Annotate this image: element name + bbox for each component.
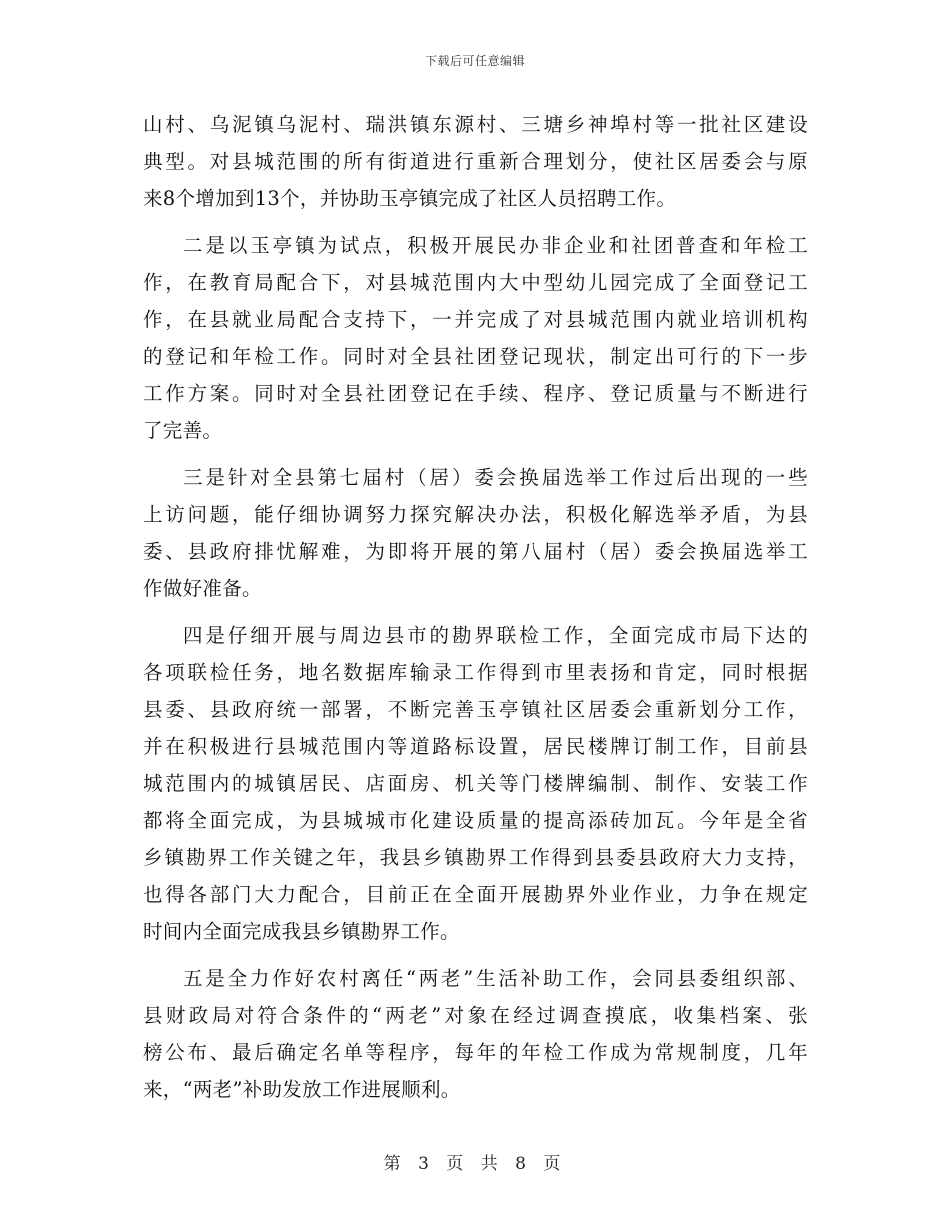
text-line: 工作方案。同时对全县社团登记在手续、程序、登记质量与不断进行 — [143, 382, 808, 405]
text-line: 作做好准备。 — [143, 577, 262, 600]
text-line: 都将全面完成，为县城城市化建设质量的提高添砖加瓦。今年是全省 — [143, 809, 808, 832]
text-line: 山村、乌泥镇乌泥村、瑞洪镇东源村、三塘乡神埠村等一批社区建设 — [143, 113, 808, 136]
text-line: 上访问题，能仔细协调努力探究解决办法，积极化解选举矛盾，为县 — [143, 503, 808, 526]
paragraph-1 — [143, 106, 808, 217]
text-line: 县委、县政府统一部署，不断完善玉亭镇社区居委会重新划分工作， — [143, 698, 808, 721]
text-line: 作，在教育局配合下，对县城范围内大中型幼儿园完成了全面登记工 — [143, 271, 808, 294]
paragraph-2 — [143, 227, 808, 449]
text-line: 的登记和年检工作。同时对全县社团登记现状，制定出可行的下一步 — [143, 345, 808, 368]
text-line: 来8个增加到13个，并协助玉亭镇完成了社区人员招聘工作。 — [143, 187, 677, 210]
text-line: 并在积极进行县城范围内等道路标设置，居民楼牌订制工作，目前县 — [143, 735, 808, 758]
paragraph-5 — [143, 960, 808, 1108]
paragraph-3 — [143, 459, 808, 607]
text-line: 典型。对县城范围的所有街道进行重新合理划分，使社区居委会与原 — [143, 150, 808, 173]
text-line: 也得各部门大力配合，目前正在全面开展勘界外业作业，力争在规定 — [143, 883, 808, 906]
text-line: 时间内全面完成我县乡镇勘界工作。 — [143, 920, 460, 943]
text-line: 县财政局对符合条件的“两老”对象在经过调查摸底，收集档案、张 — [143, 1004, 808, 1027]
text-line: 各项联检任务，地名数据库输录工作得到市里表扬和肯定，同时根据 — [143, 661, 808, 684]
page-footer: 第 3 页 共 8 页 — [383, 1154, 567, 1174]
document-body — [143, 106, 808, 1108]
text-line: 了完善。 — [143, 419, 223, 442]
text-line: 乡镇勘界工作关键之年，我县乡镇勘界工作得到县委县政府大力支持， — [143, 846, 808, 869]
text-line: 二是以玉亭镇为试点，积极开展民办非企业和社团普查和年检工 — [183, 234, 808, 257]
page-header: 下载后可任意编辑 — [424, 54, 525, 68]
text-line: 三是针对全县第七届村（居）委会换届选举工作过后出现的一些 — [183, 466, 808, 489]
text-line: 五是全力作好农村离任“两老”生活补助工作，会同县委组织部、 — [183, 967, 808, 990]
paragraph-4 — [143, 617, 808, 950]
text-line: 作，在县就业局配合支持下，一并完成了对县城范围内就业培训机构 — [143, 308, 808, 331]
text-line: 来，“两老”补助发放工作进展顺利。 — [143, 1078, 461, 1101]
text-line: 四是仔细开展与周边县市的勘界联检工作，全面完成市局下达的 — [183, 624, 808, 647]
text-line: 榜公布、最后确定名单等程序，每年的年检工作成为常规制度，几年 — [143, 1041, 808, 1064]
text-line: 城范围内的城镇居民、店面房、机关等门楼牌编制、制作、安装工作 — [143, 772, 808, 795]
text-line: 委、县政府排忧解难，为即将开展的第八届村（居）委会换届选举工 — [143, 540, 808, 563]
